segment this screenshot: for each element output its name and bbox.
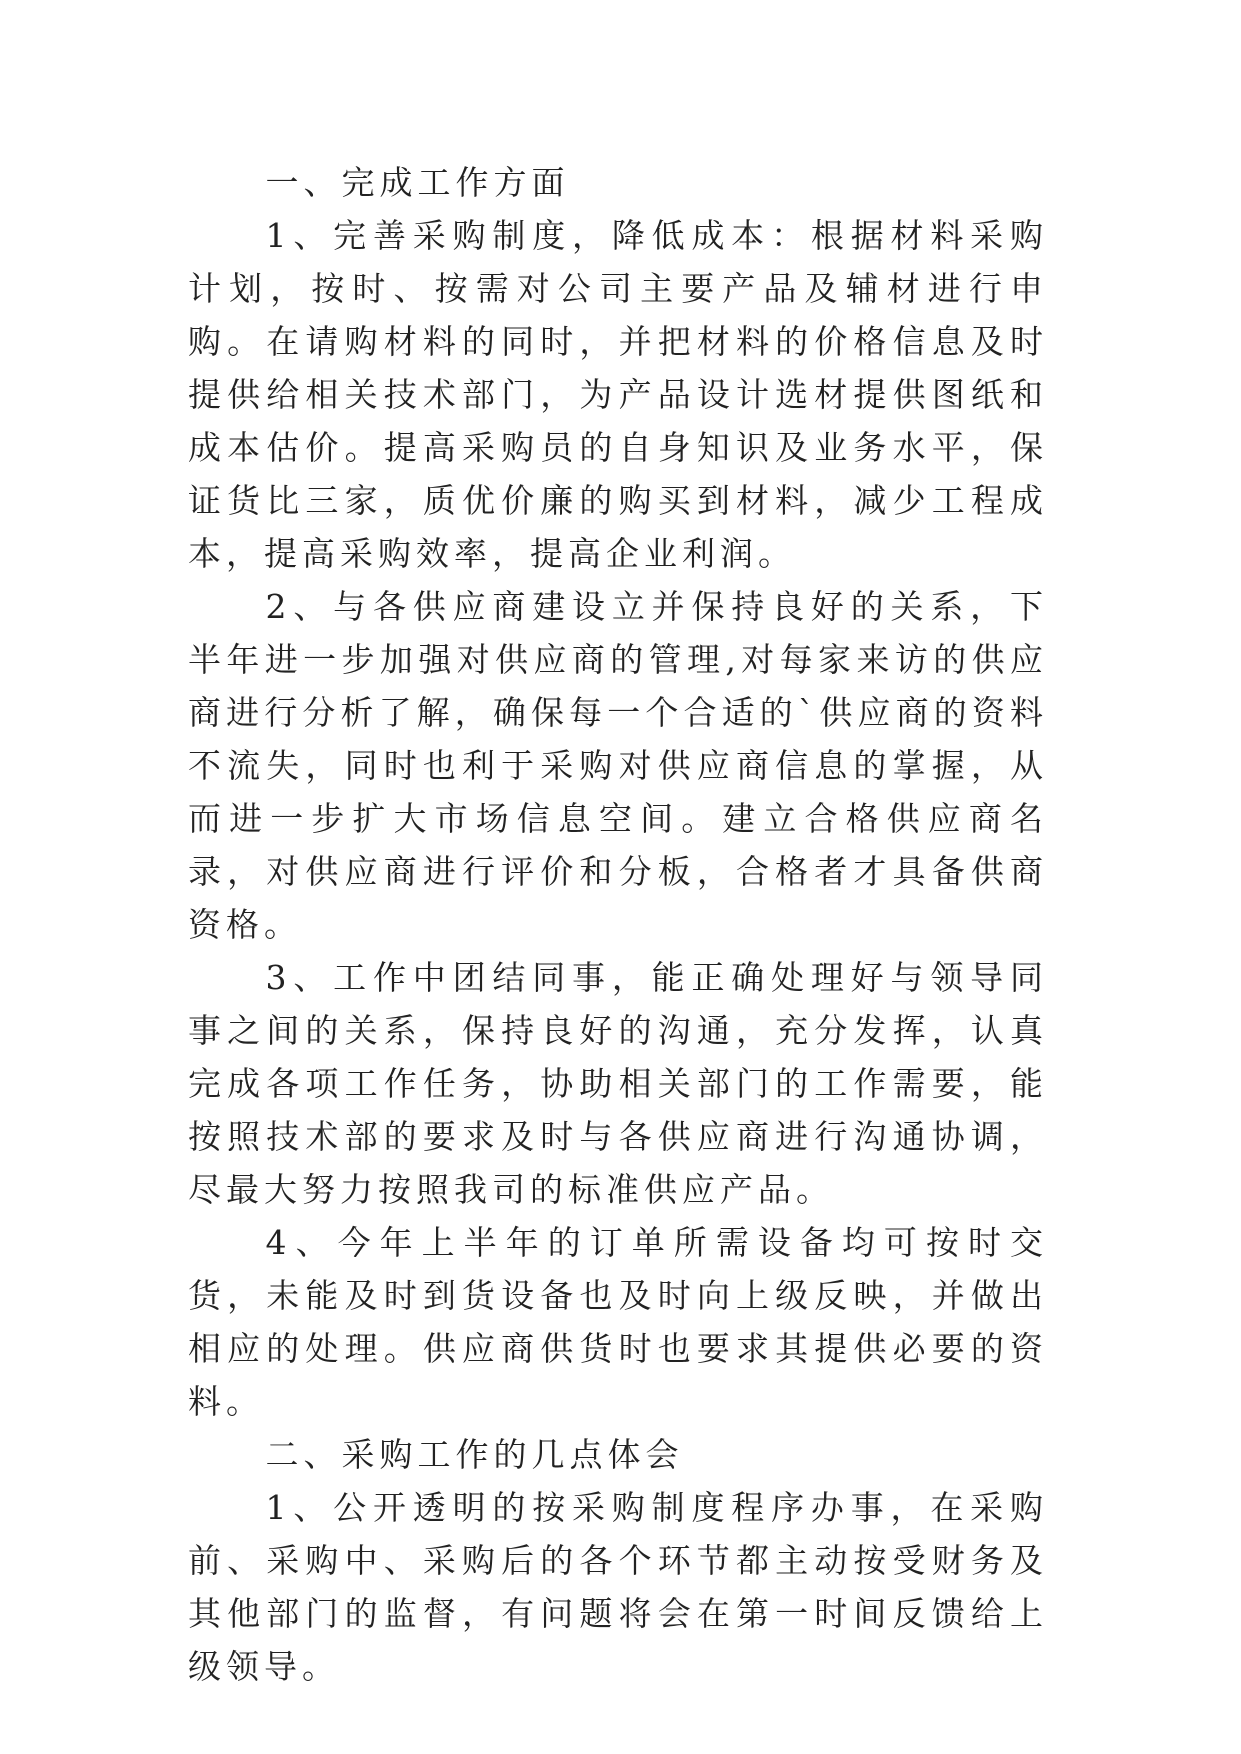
paragraph-teamwork: 3、工作中团结同事，能正确处理好与领导同事之间的关系，保持良好的沟通，充分发挥，认真完成各项工作任务，协助相关部门的工作需要，能按照技术部的要求及时与各供应商进行沟通协调，尽最大努力按照我司的标准供应产品。 <box>188 958 1048 1209</box>
paragraph-supplier-relations: 2、与各供应商建设立并保持良好的关系，下半年进一步加强对供应商的管理,对每家来访的供应商进行分析了解，确保每一个合适的`供应商的资料不流失，同时也利于采购对供应商信息的掌握，从而进一步扩大市场信息空间。建立合格供应商名录，对供应商进行评价和分板，合格者才具备供商资格。 <box>188 587 1048 944</box>
section-heading-work-completed: 一、完成工作方面 <box>265 163 570 202</box>
paragraph-purchasing-system: 1、完善采购制度，降低成本：根据材料采购计划，按时、按需对公司主要产品及辅材进行申购。在请购材料的同时，并把材料的价格信息及时提供给相关技术部门，为产品设计选材提供图纸和成本估价。提高采购员的自身知识及业务水平，保证货比三家，质优价廉的购买到材料，减少工程成本，提高采购效率，提高企业利润。 <box>188 216 1048 573</box>
paragraph-transparency: 1、公开透明的按采购制度程序办事，在采购前、采购中、采购后的各个环节都主动按受财务及其他部门的监督，有问题将会在第一时间反馈给上级领导。 <box>188 1488 1048 1686</box>
section-heading-experience: 二、采购工作的几点体会 <box>265 1435 684 1474</box>
document-body <box>188 156 1048 1693</box>
paragraph-order-delivery: 4、今年上半年的订单所需设备均可按时交货，未能及时到货设备也及时向上级反映，并做出相应的处理。供应商供货时也要求其提供必要的资料。 <box>188 1223 1048 1421</box>
